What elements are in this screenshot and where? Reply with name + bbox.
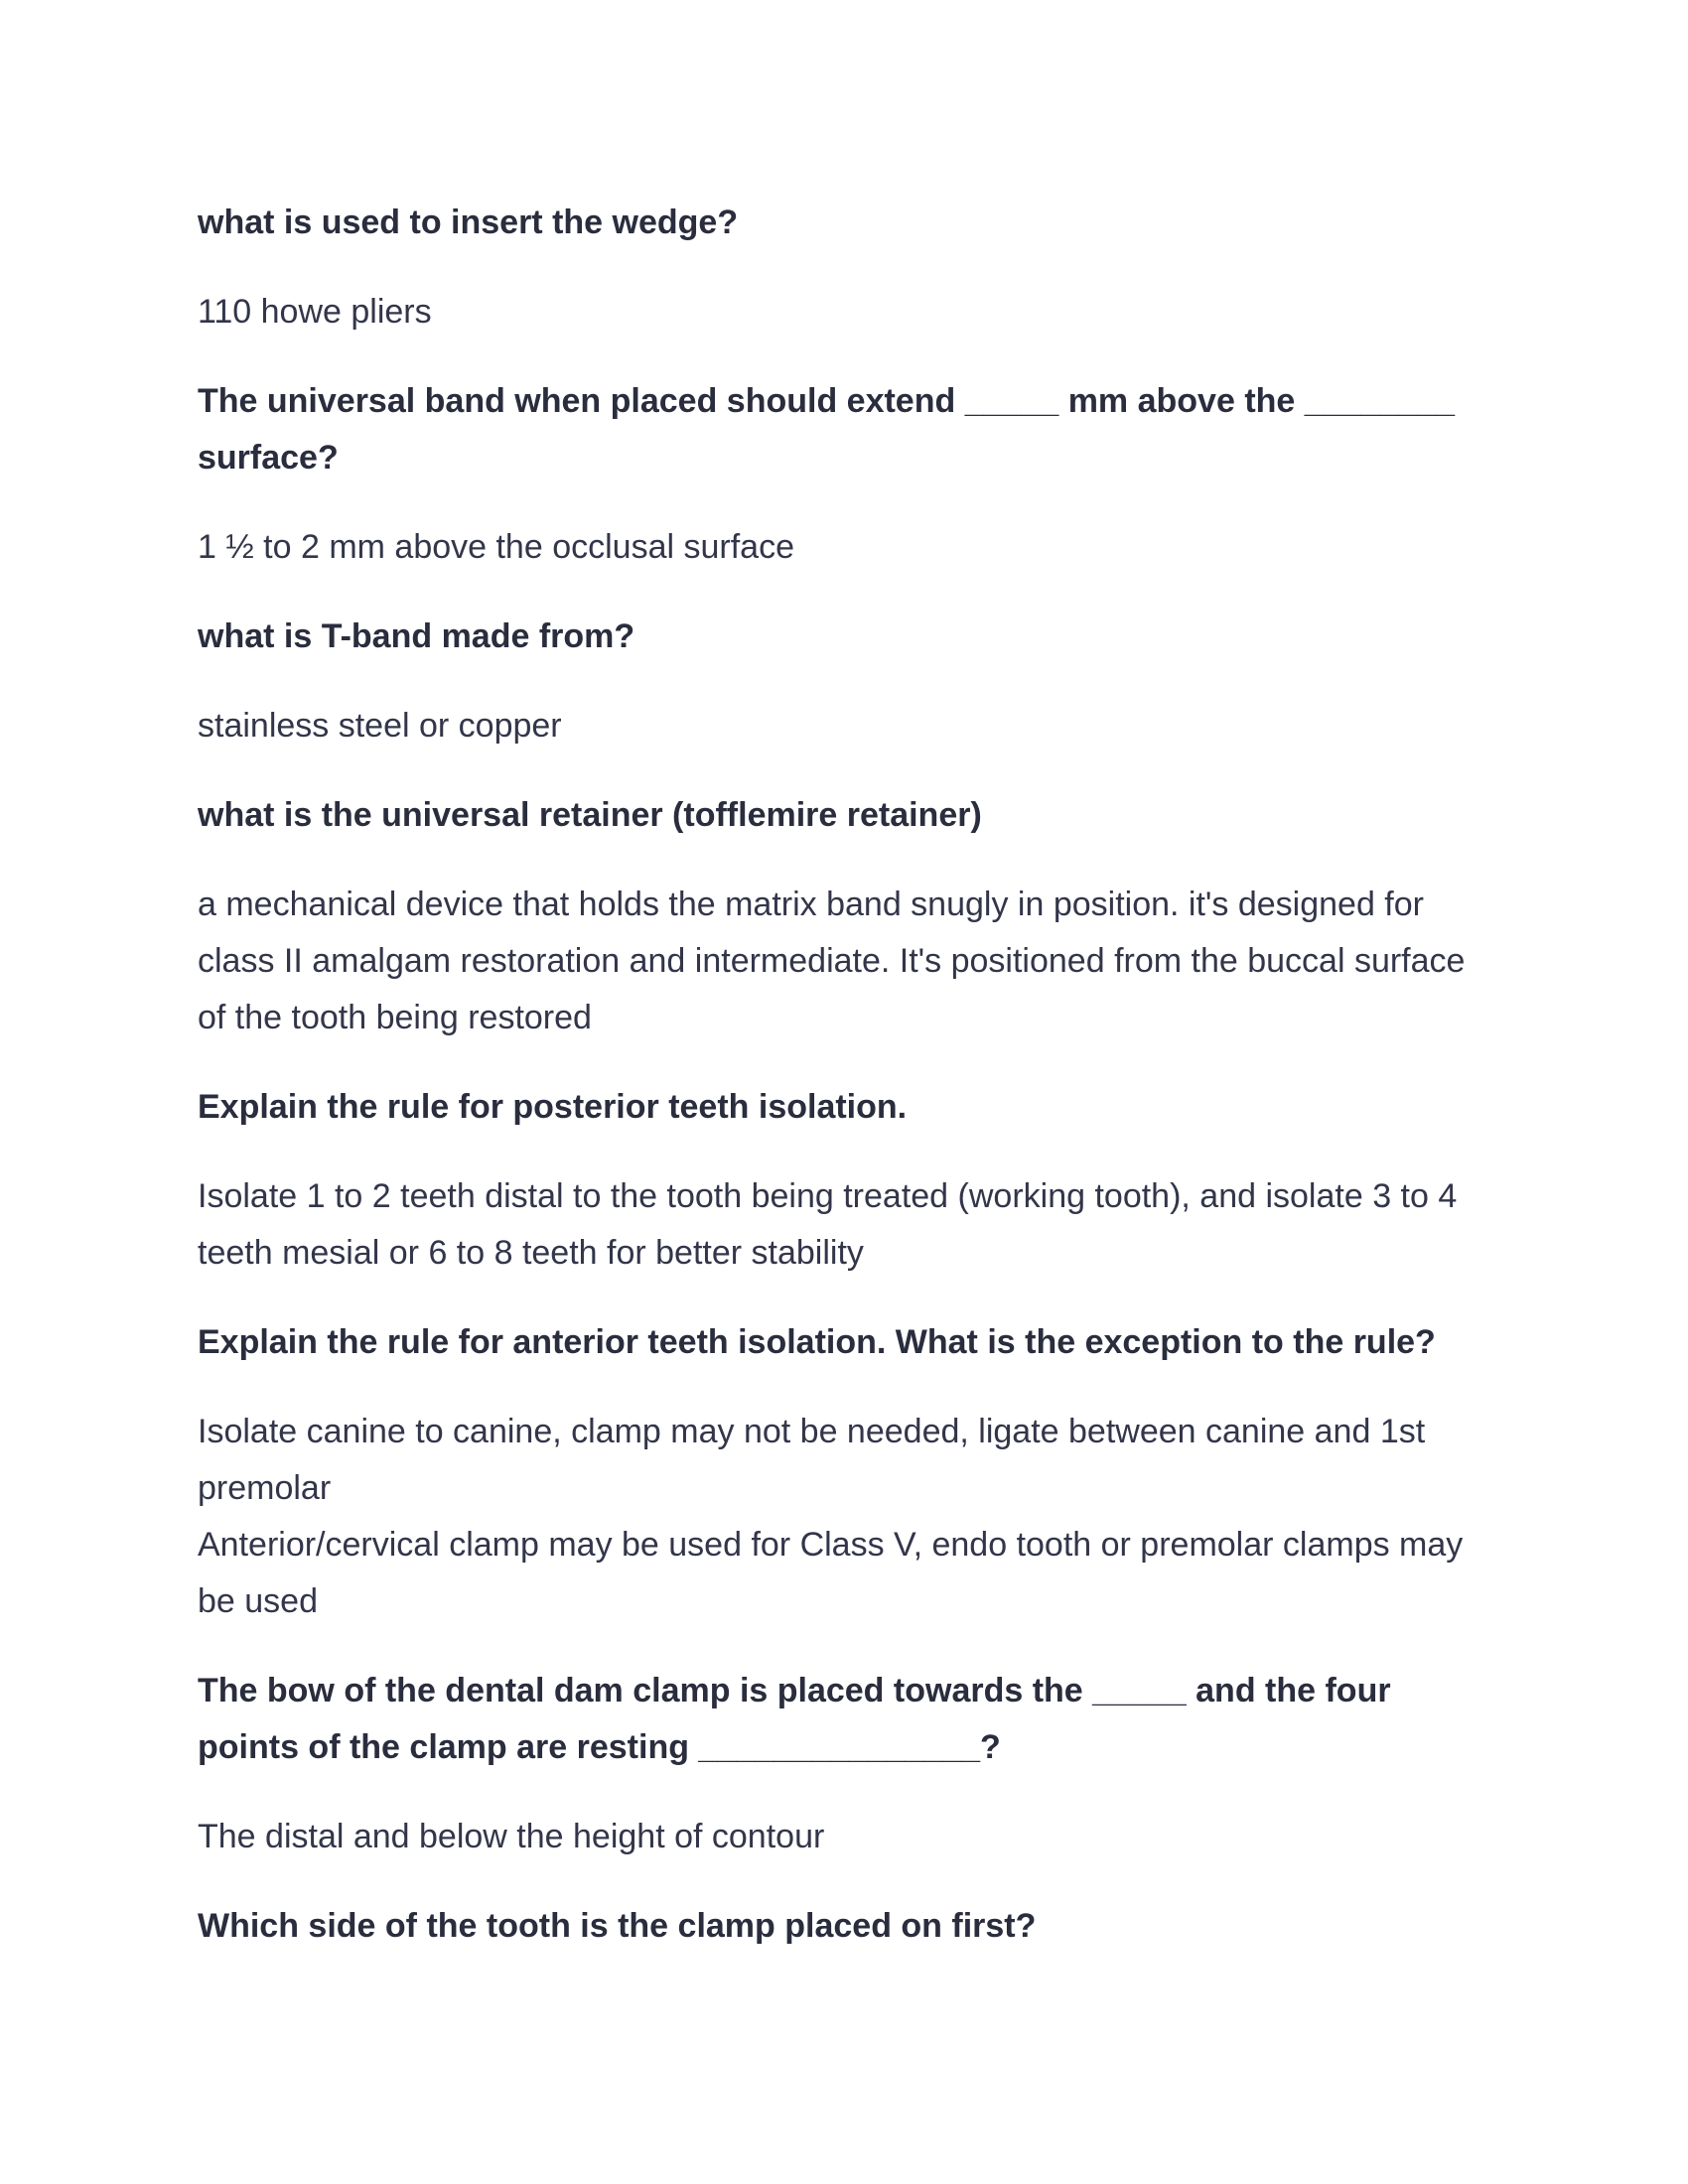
question-text: Explain the rule for anterior teeth isolation. What is the exception to the rule?: [198, 1323, 1436, 1361]
qa-item: [198, 1898, 1498, 1955]
qa-item: [198, 787, 1498, 1046]
qa-item: [198, 609, 1498, 754]
answer-line: Anterior/cervical clamp may be used for Class V, endo tooth or premolar clamps may be used: [198, 1526, 1464, 1620]
qa-item: [198, 1314, 1498, 1630]
answer-text: The distal and below the height of contour: [198, 1818, 825, 1855]
question-text: The bow of the dental dam clamp is placed towards the _____ and the four points of the clamp are resting _______________?: [198, 1672, 1391, 1766]
question-text: Explain the rule for posterior teeth isolation.: [198, 1088, 908, 1126]
qa-item: [198, 373, 1498, 576]
answer-text: Isolate 1 to 2 teeth distal to the tooth being treated (working tooth), and isolate 3 to 4 teeth mesial or 6 to 8 teeth for better stability: [198, 1177, 1458, 1272]
qa-item: [198, 195, 1498, 341]
qa-item: [198, 1663, 1498, 1865]
qa-item: [198, 1079, 1498, 1282]
question-text: Which side of the tooth is the clamp placed on first?: [198, 1907, 1037, 1945]
answer-text: [198, 1404, 1498, 1630]
answer-text: 1 ½ to 2 mm above the occlusal surface: [198, 528, 794, 566]
answer-text: 110 howe pliers: [198, 293, 432, 331]
question-text: The universal band when placed should extend _____ mm above the ________ surface?: [198, 382, 1456, 477]
answer-text: stainless steel or copper: [198, 707, 562, 745]
answer-text: a mechanical device that holds the matrix band snugly in position. it's designed for class II amalgam restoration and intermediate. It's positioned from the buccal surface of the tooth being restored: [198, 886, 1466, 1036]
question-text: what is T-band made from?: [198, 617, 635, 655]
document-page: [198, 195, 1498, 1987]
question-text: what is used to insert the wedge?: [198, 204, 739, 241]
answer-line: Isolate canine to canine, clamp may not be needed, ligate between canine and 1st premolar: [198, 1413, 1426, 1507]
question-text: what is the universal retainer (tofflemire retainer): [198, 796, 982, 834]
